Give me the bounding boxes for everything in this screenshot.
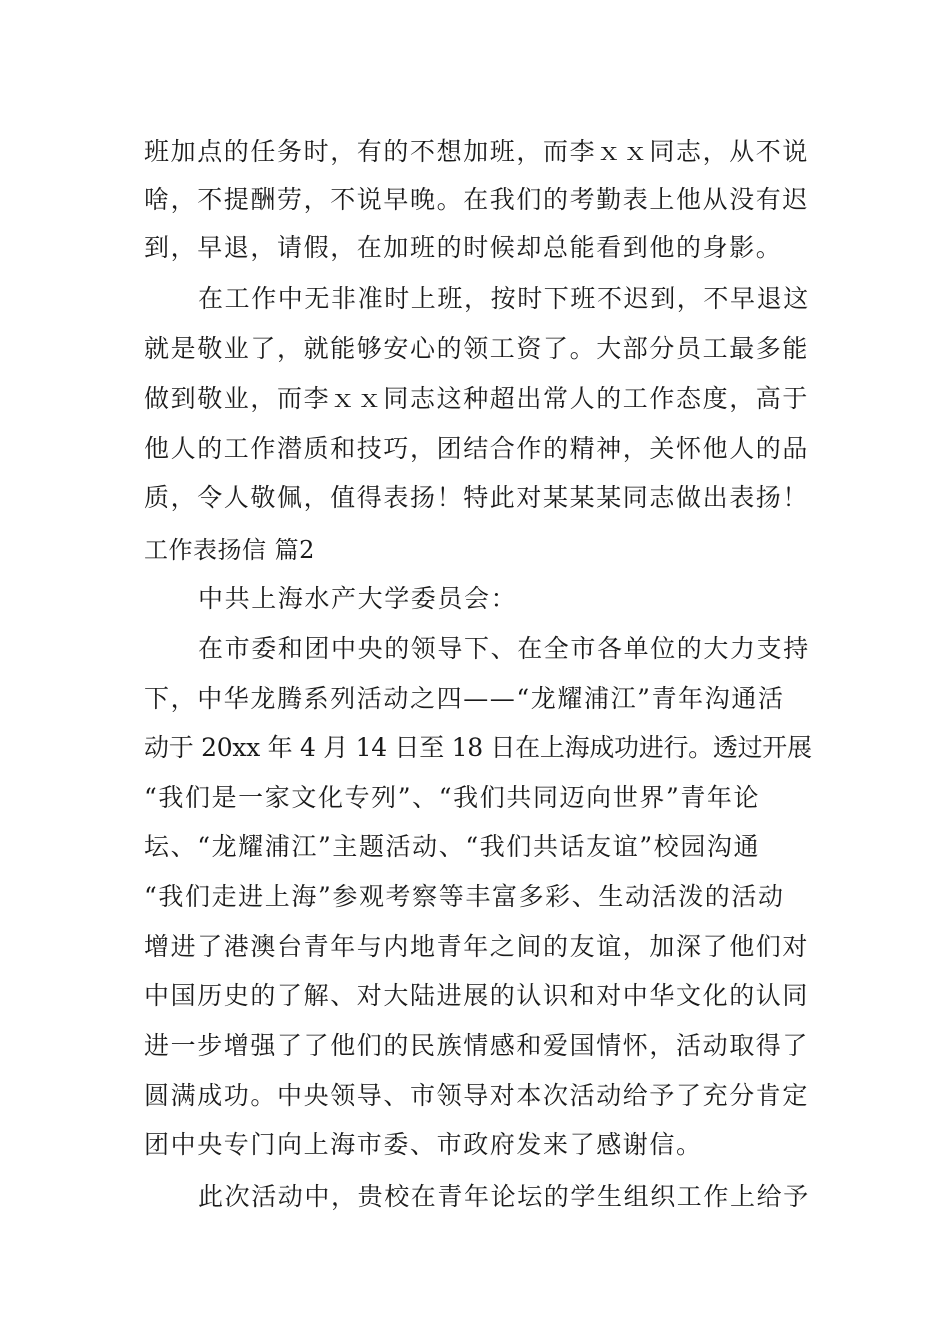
paragraph-3-line-8: 中国历史的了解、对大陆进展的认识和对中华文化的认同 xyxy=(144,981,810,1010)
paragraph-3-line-6: “我们走进上海”参观考察等丰富多彩、生动活泼的活动 xyxy=(144,882,785,911)
paragraph-2-line-1: 在工作中无非准时上班，按时下班不迟到，不早退这 xyxy=(198,284,810,313)
paragraph-3-line-9: 进一步增强了了他们的民族情感和爱国情怀，活动取得了 xyxy=(144,1031,810,1060)
paragraph-1-line-2: 啥，不提酬劳，不说早晚。在我们的考勤表上他从没有迟 xyxy=(144,185,810,214)
paragraph-3-line-4: “我们是一家文化专列”、“我们共同迈向世界”青年论 xyxy=(144,783,761,812)
paragraph-3-line-1: 在市委和团中央的领导下、在全市各单位的大力支持 xyxy=(198,634,810,663)
paragraph-3-line-2: 下，中华龙腾系列活动之四——“龙耀浦江”青年沟通活 xyxy=(144,684,785,713)
paragraph-2-line-4: 他人的工作潜质和技巧，团结合作的精神，关怀他人的品 xyxy=(144,434,810,463)
salutation: 中共上海水产大学委员会： xyxy=(198,584,518,613)
paragraph-1-line-1: 班加点的任务时，有的不想加班，而李ｘｘ同志，从不说 xyxy=(144,137,810,166)
paragraph-3-line-10: 圆满成功。中央领导、市领导对本次活动给予了充分肯定 xyxy=(144,1081,810,1110)
paragraph-3-line-5: 坛、“龙耀浦江”主题活动、“我们共话友谊”校园沟通 xyxy=(144,832,761,861)
paragraph-3-line-7: 增进了港澳台青年与内地青年之间的友谊，加深了他们对 xyxy=(144,932,810,961)
paragraph-3-line-3: 动于 20xx 年 4 月 14 日至 18 日在上海成功进行。透过开展 xyxy=(144,733,812,762)
paragraph-2-line-2: 就是敬业了，就能够安心的领工资了。大部分员工最多能 xyxy=(144,334,810,363)
paragraph-2-line-3: 做到敬业，而李ｘｘ同志这种超出常人的工作态度，高于 xyxy=(144,384,810,413)
paragraph-2-line-5: 质，令人敬佩，值得表扬！特此对某某某同志做出表扬！ xyxy=(144,483,810,512)
paragraph-4-line-1: 此次活动中，贵校在青年论坛的学生组织工作上给予 xyxy=(198,1182,810,1211)
section-title: 工作表扬信 篇2 xyxy=(144,536,315,564)
paragraph-1-line-3: 到，早退，请假，在加班的时候却总能看到他的身影。 xyxy=(144,233,783,262)
paragraph-3-line-11: 团中央专门向上海市委、市政府发来了感谢信。 xyxy=(144,1130,703,1159)
